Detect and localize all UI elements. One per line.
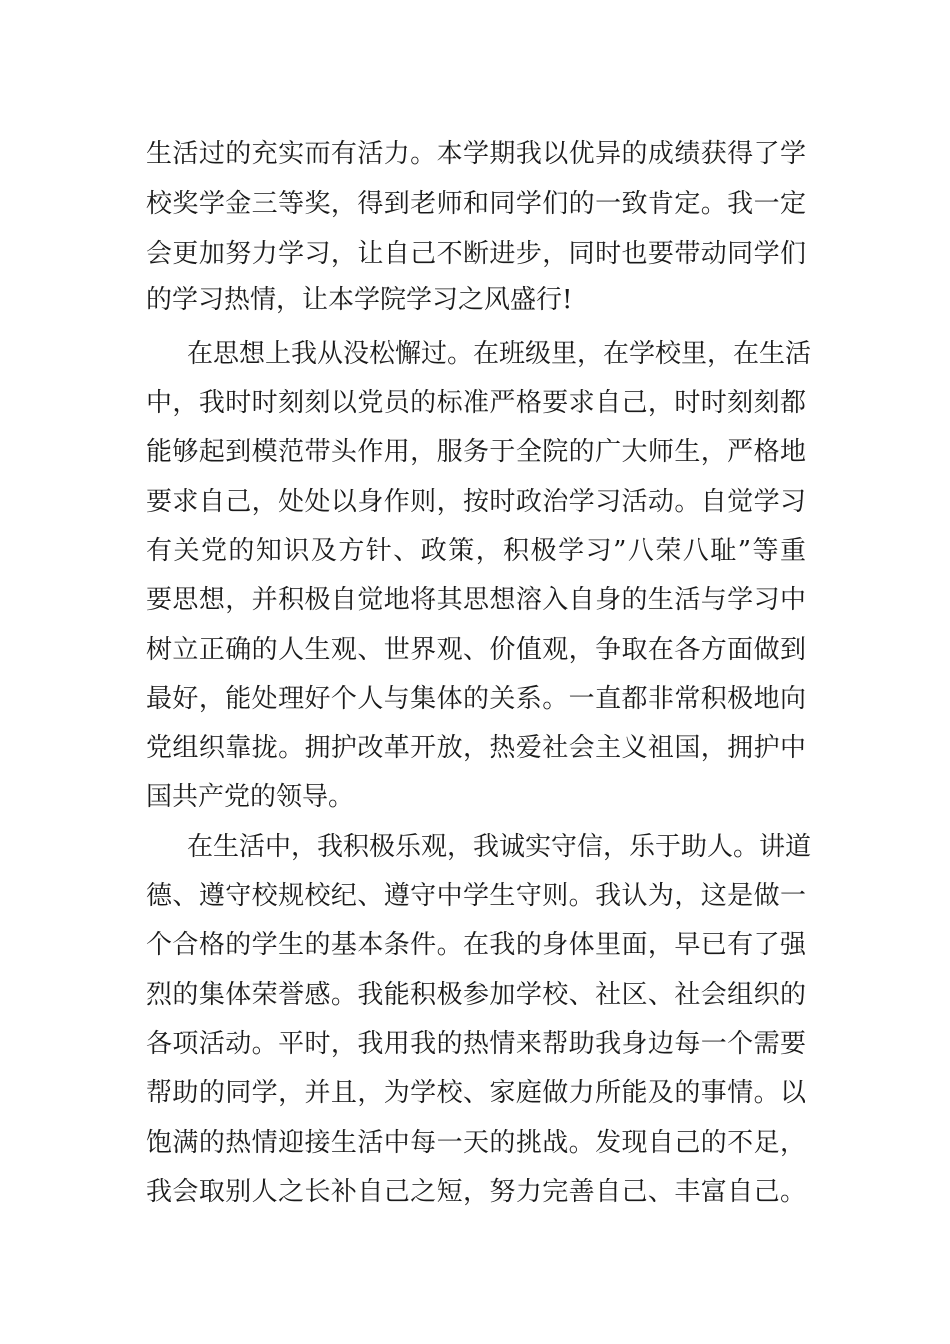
paragraph-2-line-7: 树立正确的人生观、世界观、价值观，争取在各方面做到 [146,635,806,665]
paragraph-2-line-10: 国共产党的领导。 [146,782,355,812]
paragraph-3-line-6: 帮助的同学，并且，为学校、家庭做力所能及的事情。以 [146,1078,806,1108]
paragraph-1-line-4: 的学习热情，让本学院学习之风盛行! [146,285,573,315]
paragraph-1-line-2: 校奖学金三等奖，得到老师和同学们的一致肯定。我一定 [146,189,806,219]
paragraph-3-line-2: 德、遵守校规校纪、遵守中学生守则。我认为，这是做一 [146,881,806,911]
paragraph-3-line-5: 各项活动。平时，我用我的热情来帮助我身边每一个需要 [146,1029,806,1059]
paragraph-3-line-4: 烈的集体荣誉感。我能积极参加学校、社区、社会组织的 [146,980,806,1010]
paragraph-2-line-5: 有关党的知识及方针、政策，积极学习”八荣八耻”等重 [146,536,806,566]
paragraph-1-line-1: 生活过的充实而有活力。本学期我以优异的成绩获得了学 [146,139,806,169]
paragraph-2-line-6: 要思想，并积极自觉地将其思想溶入自身的生活与学习中 [146,585,806,615]
paragraph-2-line-1: 在思想上我从没松懈过。在班级里，在学校里，在生活 [187,339,812,369]
paragraph-2-line-2: 中，我时时刻刻以党员的标准严格要求自己，时时刻刻都 [146,388,806,418]
paragraph-2-line-9: 党组织靠拢。拥护改革开放，热爱社会主义祖国，拥护中 [146,733,806,763]
paragraph-1-line-3: 会更加努力学习，让自己不断进步，同时也要带动同学们 [146,239,806,269]
paragraph-2-line-3: 能够起到模范带头作用，服务于全院的广大师生，严格地 [146,437,806,467]
paragraph-2-line-4: 要求自己，处处以身作则，按时政治学习活动。自觉学习 [146,487,806,517]
paragraph-3-line-8: 我会取别人之长补自己之短，努力完善自己、丰富自己。 [146,1177,806,1207]
paragraph-3-line-7: 饱满的热情迎接生活中每一天的挑战。发现自己的不足， [146,1128,806,1158]
paragraph-3-line-3: 个合格的学生的基本条件。在我的身体里面，早已有了强 [146,930,806,960]
paragraph-3-line-1: 在生活中，我积极乐观，我诚实守信，乐于助人。讲道 [187,832,812,862]
paragraph-2-line-8: 最好，能处理好个人与集体的关系。一直都非常积极地向 [146,684,806,714]
